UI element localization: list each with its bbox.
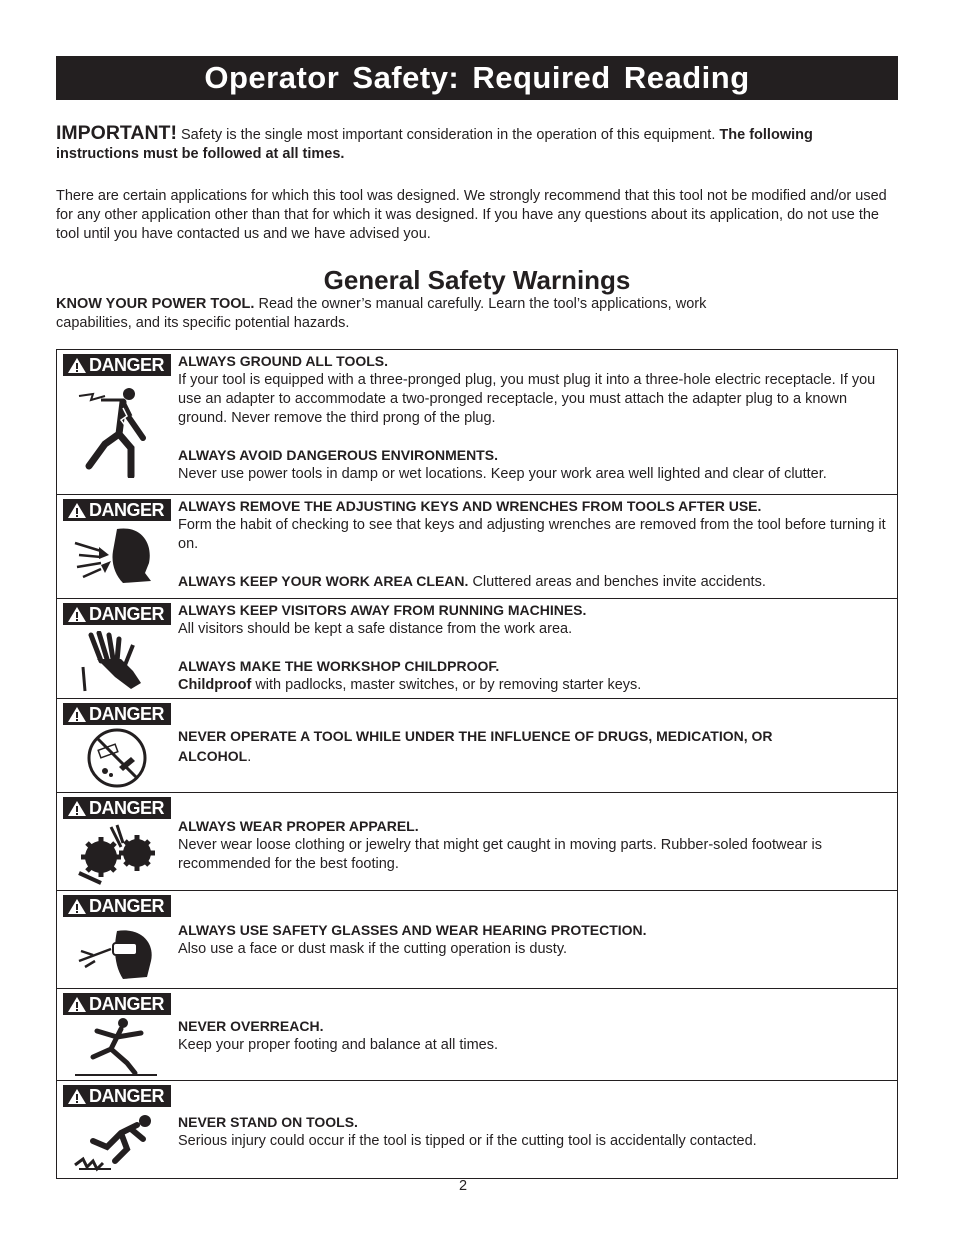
warnings-table (56, 349, 898, 1179)
warning-text (178, 601, 891, 695)
hand-cut-icon (71, 631, 161, 693)
warning-body: All visitors should be kept a safe distance from the work area. (178, 621, 573, 637)
warning-triangle-icon (67, 996, 87, 1013)
no-drugs-alcohol-icon (71, 727, 161, 789)
warning-triangle-icon (67, 357, 87, 374)
know-heading: KNOW YOUR POWER TOOL. (56, 296, 255, 312)
warning-heading: ALWAYS WEAR PROPER APPAREL. (178, 818, 419, 834)
warning-triangle-icon (67, 606, 87, 623)
warning-body: If your tool is equipped with a three-pronged plug, you must plug it into a three-hole electric receptacle. If you use an adapter to accommodate a two-pronged receptacle, you must attach the adapter plug to a known ground. Never remove the third prong of the plug. (178, 372, 876, 426)
warning-row (57, 890, 897, 988)
warning-text (178, 352, 891, 484)
warning-heading: ALWAYS GROUND ALL TOOLS. (178, 353, 389, 369)
warning-row (57, 598, 897, 698)
warning-heading: ALWAYS AVOID DANGEROUS ENVIRONMENTS. (178, 447, 498, 463)
warning-heading: ALWAYS MAKE THE WORKSHOP CHILDPROOF. (178, 658, 500, 674)
danger-badge (63, 354, 171, 376)
intro-paragraph: There are certain applications for which this tool was designed. We strongly recommend that this tool not be modified and/or used for any other application other than that for which it was designed. If you have any questions about its application, do not use the tool until you have contacted us and we have advised you. (56, 188, 887, 242)
danger-label: DANGER (89, 704, 165, 724)
warning-heading: NEVER OVERREACH. (178, 1018, 324, 1034)
warning-body: Keep your proper footing and balance at all times. (178, 1037, 499, 1053)
entanglement-gears-icon (71, 823, 161, 885)
warning-body: Form the habit of checking to see that keys and adjusting wrenches are removed from the tool before turning it on. (178, 517, 886, 552)
important-text: Safety is the single most important consideration in the operation of this equipment. (180, 127, 716, 143)
danger-label: DANGER (89, 1086, 165, 1106)
slip-fall-icon (71, 1017, 161, 1079)
warning-row (57, 350, 897, 494)
warning-text (178, 727, 891, 767)
danger-label: DANGER (89, 798, 165, 818)
warning-text (178, 921, 891, 959)
danger-badge (63, 603, 171, 625)
warning-body: Cluttered areas and benches invite accidents. (472, 574, 766, 590)
warning-row (57, 698, 897, 792)
warning-heading: NEVER OPERATE A TOOL WHILE UNDER THE INFLUENCE OF DRUGS, MEDICATION, OR ALCOHOL (178, 728, 773, 764)
know-text: Read the owner’s manual carefully. Learn the tool’s applications, work capabilities, and its specific potential hazards. (56, 296, 707, 331)
warning-body-bold: Childproof (178, 677, 252, 693)
warning-row (57, 1080, 897, 1178)
danger-badge (63, 1085, 171, 1107)
warning-heading: ALWAYS REMOVE THE ADJUSTING KEYS AND WRENCHES FROM TOOLS AFTER USE. (178, 498, 762, 514)
warning-heading: NEVER STAND ON TOOLS. (178, 1114, 358, 1130)
warning-triangle-icon (67, 1088, 87, 1105)
warning-body: Never wear loose clothing or jewelry that might get caught in moving parts. Rubber-soled footwear is recommended for the best footing. (178, 837, 822, 872)
warning-row (57, 494, 897, 598)
falling-person-icon (71, 1111, 161, 1173)
danger-badge (63, 703, 171, 725)
safety-glasses-icon (71, 921, 161, 983)
important-label: IMPORTANT! (56, 122, 177, 144)
warning-heading: ALWAYS USE SAFETY GLASSES AND WEAR HEARING PROTECTION. (178, 922, 647, 938)
danger-badge (63, 499, 171, 521)
warning-heading: ALWAYS KEEP VISITORS AWAY FROM RUNNING MACHINES. (178, 602, 587, 618)
danger-label: DANGER (89, 994, 165, 1014)
warning-body: Never use power tools in damp or wet locations. Keep your work area well lighted and clear of clutter. (178, 466, 827, 482)
know-your-tool (56, 295, 776, 333)
warning-suffix: . (247, 749, 252, 765)
warning-triangle-icon (67, 800, 87, 817)
danger-badge (63, 993, 171, 1015)
warning-text (178, 497, 891, 592)
important-notice (56, 124, 898, 164)
warning-body: Also use a face or dust mask if the cutting operation is dusty. (178, 941, 568, 957)
page-number: 2 (458, 1178, 468, 1194)
page-title: Operator Safety: Required Reading (56, 56, 898, 100)
section-heading: General Safety Warnings (323, 265, 631, 295)
warning-row (57, 792, 897, 890)
electric-shock-icon (71, 386, 161, 478)
warning-text (178, 1113, 891, 1151)
danger-label: DANGER (89, 355, 165, 375)
danger-label: DANGER (89, 500, 165, 520)
warning-triangle-icon (67, 502, 87, 519)
warning-row (57, 988, 897, 1080)
danger-label: DANGER (89, 604, 165, 624)
danger-label: DANGER (89, 896, 165, 916)
warning-triangle-icon (67, 706, 87, 723)
danger-badge (63, 797, 171, 819)
warning-heading: ALWAYS KEEP YOUR WORK AREA CLEAN. (178, 573, 469, 589)
warning-text (178, 1017, 891, 1055)
warning-body: Serious injury could occur if the tool is tipped or if the cutting tool is accidentally contacted. (178, 1133, 757, 1149)
warning-text (178, 817, 891, 874)
danger-badge (63, 895, 171, 917)
warning-triangle-icon (67, 898, 87, 915)
important-bold-text: The following instructions must be followed at all times. (56, 127, 813, 162)
flying-debris-head-icon (71, 525, 161, 587)
warning-body: with padlocks, master switches, or by removing starter keys. (255, 677, 642, 693)
